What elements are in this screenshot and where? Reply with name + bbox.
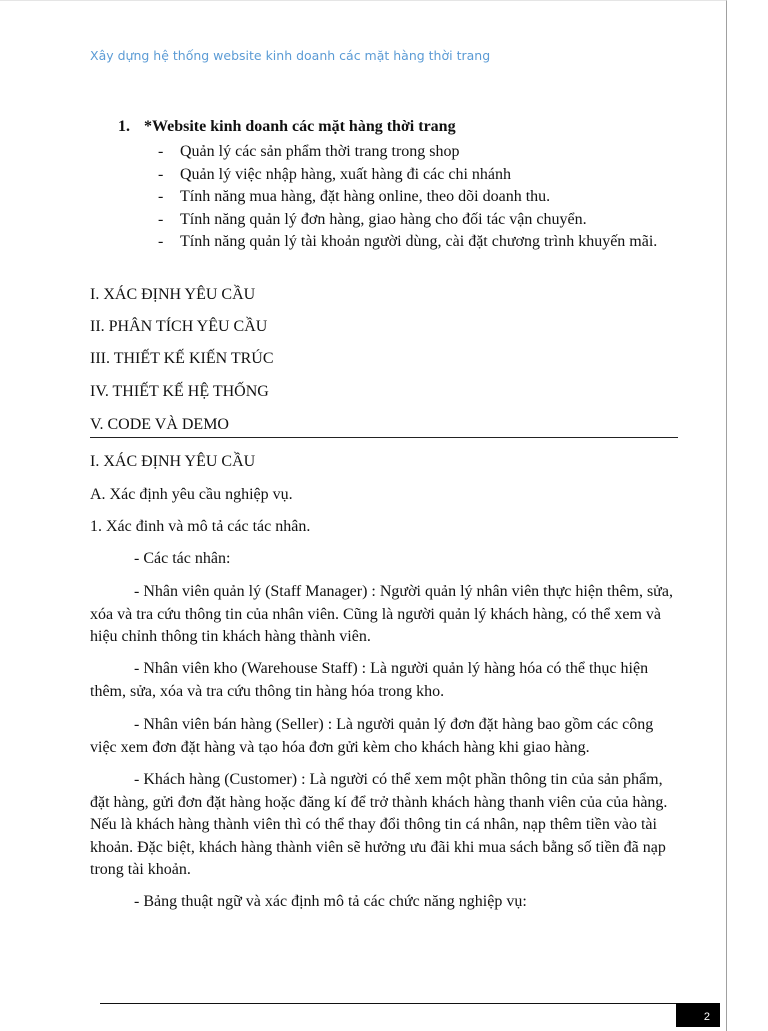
page-header: Xây dựng hệ thống website kinh doanh các mặt hàng thời trang	[90, 48, 491, 63]
list-item-text: Tính năng quản lý tài khoản người dùng, cài đặt chương trình khuyến mãi.	[180, 233, 658, 250]
paragraph-glossary: - Bảng thuật ngữ và xác định mô tả các chức năng nghiệp vụ:	[134, 893, 527, 910]
list-item: - Quản lý việc nhập hàng, xuất hàng đi các chi nhánh	[158, 164, 678, 187]
footer-divider	[100, 1003, 676, 1004]
toc-item-2: II. PHÂN TÍCH YÊU CẦU	[90, 318, 268, 335]
section-number: 1.	[118, 118, 130, 135]
section-title	[118, 118, 456, 136]
toc-item-1: I. XÁC ĐỊNH YÊU CẦU	[90, 286, 256, 303]
toc-divider	[90, 437, 678, 438]
paragraph-warehouse-staff: - Nhân viên kho (Warehouse Staff) : Là người quản lý hàng hóa có thể thục hiện thêm, sửa, xóa và tra cứu thông tin hàng hóa trong kho.	[90, 660, 649, 700]
toc-item-4: IV. THIẾT KẾ HỆ THỐNG	[90, 383, 269, 400]
toc-item-3: III. THIẾT KẾ KIẾN TRÚC	[90, 350, 274, 367]
section-title-text: *Website kinh doanh các mặt hàng thời trang	[144, 118, 456, 135]
list-item: - Tính năng mua hàng, đặt hàng online, theo dõi doanh thu.	[158, 186, 678, 209]
toc-item-5: V. CODE VÀ DEMO	[90, 416, 229, 433]
list-item-text: Tính năng mua hàng, đặt hàng online, theo dõi doanh thu.	[180, 188, 551, 205]
list-item: - Quản lý các sản phẩm thời trang trong shop	[158, 141, 678, 164]
list-item-text: Quản lý các sản phẩm thời trang trong shop	[180, 143, 460, 160]
subheading-1: 1. Xác đinh và mô tả các tác nhân.	[90, 518, 311, 535]
page-number: 2	[676, 1003, 720, 1027]
list-item: - Tính năng quản lý đơn hàng, giao hàng cho đối tác vận chuyển.	[158, 209, 678, 232]
section-heading: I. XÁC ĐỊNH YÊU CẦU	[90, 453, 256, 470]
paragraph-customer: - Khách hàng (Customer) : Là người có thể xem một phần thông tin của sản phẩm, đặt hàng, gửi đơn đặt hàng hoặc đăng kí để trở thành khách hàng thanh viên của của hàng. Nếu là khách hàng thành viên thì có thể thay đổi thông tin cá nhân, nạp thêm tiền vào tài khoản. Đặc biệt, khách hàng thành viên sẽ hưởng ưu đãi khi mua sách bằng số tiền đã nạp trong tài khoản.	[90, 771, 668, 878]
subheading-a: A. Xác định yêu cầu nghiệp vụ.	[90, 486, 293, 503]
actors-label: - Các tác nhân:	[134, 550, 231, 567]
paragraph-seller: - Nhân viên bán hàng (Seller) : Là người quản lý đơn đặt hàng bao gồm các công việc xem đơn đặt hàng và tạo hóa đơn gửi kèm cho khách hàng khi giao hàng.	[90, 716, 654, 756]
list-item-text: Tính năng quản lý đơn hàng, giao hàng cho đối tác vận chuyển.	[180, 210, 587, 228]
feature-list	[158, 141, 678, 254]
list-item-text: Quản lý việc nhập hàng, xuất hàng đi các chi nhánh	[180, 165, 511, 183]
list-item: - Tính năng quản lý tài khoản người dùng, cài đặt chương trình khuyến mãi.	[158, 231, 678, 254]
paragraph-staff-manager: - Nhân viên quản lý (Staff Manager) : Người quản lý nhân viên thực hiện thêm, sửa, xóa và tra cứu thông tin của nhân viên. Cũng là người quản lý khách hàng, có thể xem và hiệu chỉnh thông tin khách hàng thành viên.	[90, 583, 673, 645]
